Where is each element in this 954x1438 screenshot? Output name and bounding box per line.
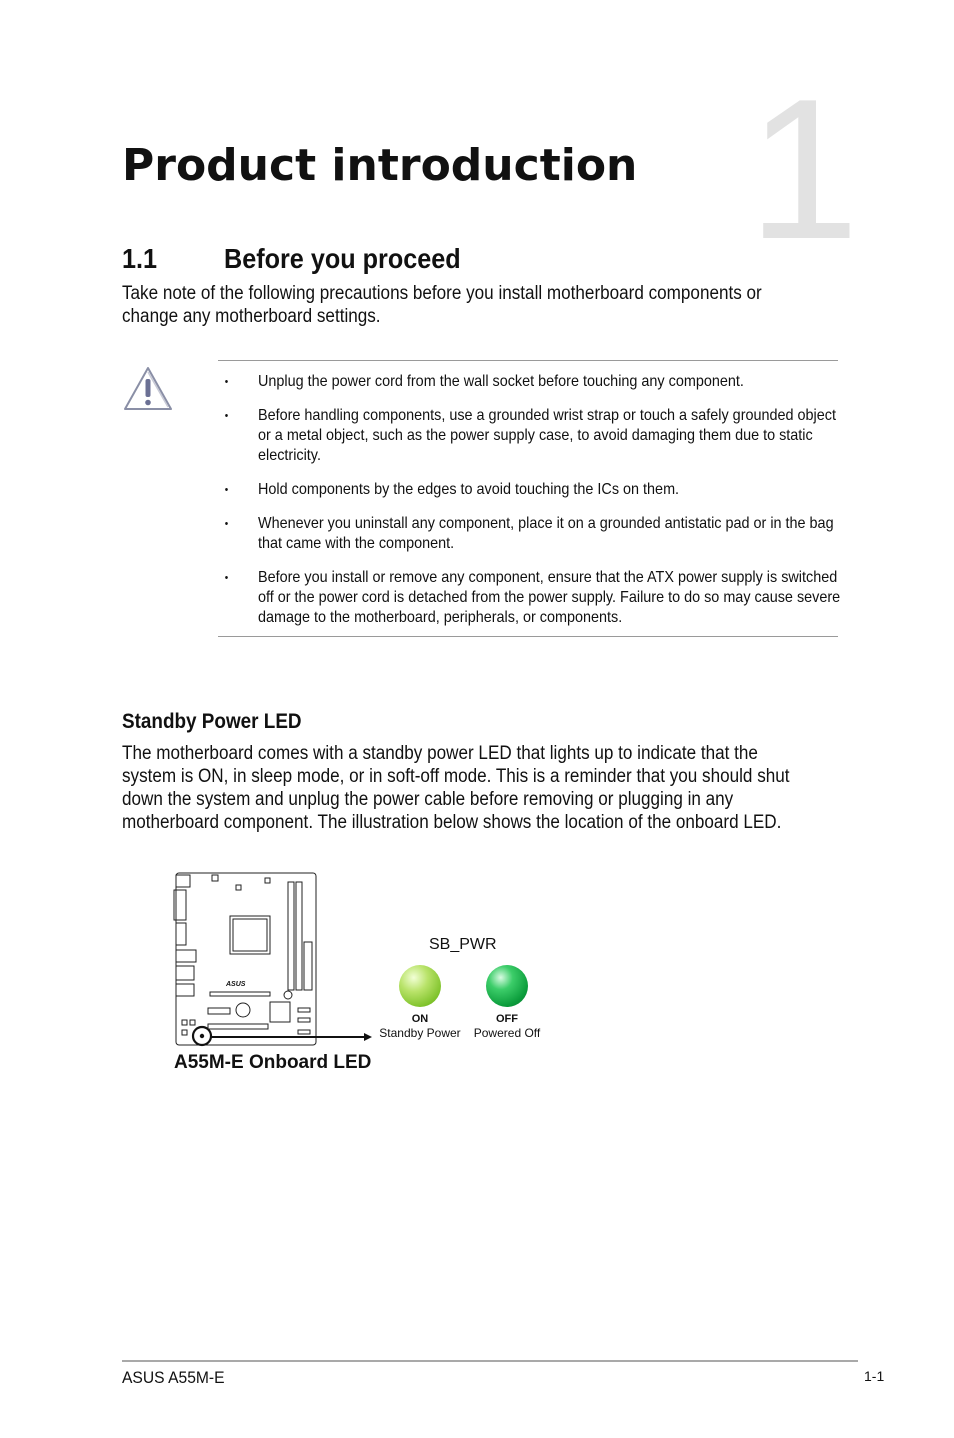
precaution-item: • Whenever you uninstall any component, place it on a grounded antistatic pad or in the bag that came with the component. <box>222 514 843 554</box>
footer-page-number: 1-1 <box>864 1368 885 1384</box>
precaution-item: • Before you install or remove any component, ensure that the ATX power supply is switched off or the power cord is detached from the power supply. Failure to do so may cause severe damage to the motherboard, peripherals, or components. <box>222 568 843 628</box>
led-off-state: OFF <box>496 1013 518 1025</box>
led-on-state: ON <box>411 1013 429 1025</box>
precautions-list <box>222 372 843 642</box>
footer-product: ASUS A55M-E <box>122 1368 225 1387</box>
led-off-desc: Powered Off <box>473 1026 541 1040</box>
chapter-number: 1 <box>748 58 860 281</box>
note-top-rule <box>218 360 838 361</box>
precaution-item: • Before handling components, use a grounded wrist strap or touch a safely grounded object or a metal object, such as the power supply case, to avoid damaging them due to static electricity. <box>222 406 843 466</box>
figure-caption: A55M-E Onboard LED <box>174 1052 372 1073</box>
section-title: Before you proceed <box>224 243 461 274</box>
precaution-item: • Unplug the power cord from the wall socket before touching any component. <box>222 372 843 392</box>
led-off-indicator <box>486 965 528 1007</box>
motherboard-diagram <box>168 868 378 1053</box>
precaution-item: • Hold components by the edges to avoid touching the ICs on them. <box>222 480 843 500</box>
led-on-desc: Standby Power <box>379 1026 461 1040</box>
board-logo: ASUS <box>226 981 246 988</box>
chapter-title: Product introduction <box>122 140 638 191</box>
note-bottom-rule <box>218 636 838 637</box>
warning-icon <box>122 365 174 413</box>
standby-title: Standby Power LED <box>122 710 302 733</box>
led-name: SB_PWR <box>429 936 497 953</box>
led-on-indicator <box>399 965 441 1007</box>
section-number: 1.1 <box>122 243 158 274</box>
section-intro: Take note of the following precautions before you install motherboard components or change any motherboard settings. <box>122 283 762 327</box>
standby-body: The motherboard comes with a standby power LED that lights up to indicate that the system is ON, in sleep mode, or in soft-off mode. This is a reminder that you should shut down the system and unplug the power cable before removing or plugging in any motherboard component. The illustration below shows the location of the onboard LED. <box>122 743 790 833</box>
footer-rule <box>122 1360 858 1362</box>
